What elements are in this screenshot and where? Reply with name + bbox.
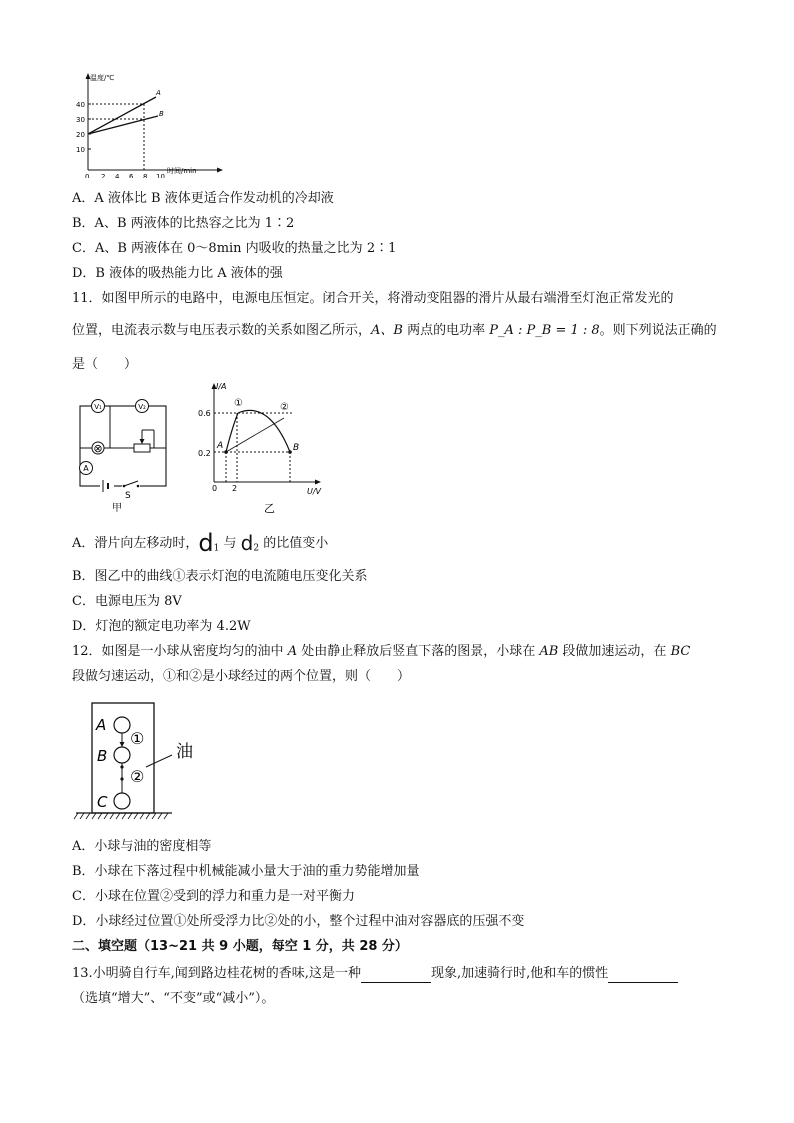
q11-option-symbol: d: [240, 531, 254, 555]
q10-graph-x-axis-label: 时间/min: [167, 167, 197, 175]
q10-graph-y-tick: 20: [76, 131, 85, 139]
q12-option-c: C．小球在位置②受到的浮力和重力是一对平衡力: [72, 889, 355, 904]
q12-segment: BC: [670, 644, 691, 659]
q13-text: 13.小明骑自行车,闻到路边桂花树的香味,这是一种: [72, 966, 361, 981]
q11-ammeter: A: [83, 464, 89, 473]
q11-curve-2: [238, 410, 290, 452]
q11-stem-line-1: 11．如图甲所示的电路中，电源电压恒定。闭合开关，将滑动变阻器的滑片从最右端滑至灯泡正常发光的: [72, 291, 674, 306]
q10-line-a: [88, 97, 156, 134]
q12-stem-text: 12．如图是一小球从密度均匀的油中: [72, 644, 288, 659]
q11-graph-x-axis-label: U/V: [307, 487, 322, 496]
q11-option-text: 与: [219, 536, 241, 551]
q11-stem-line-2: [72, 322, 717, 340]
q13-text: 现象,加速骑行时,他和车的惯性: [430, 966, 609, 981]
q10-label-a: A: [156, 89, 161, 97]
q10-temperature-graph: [70, 70, 230, 178]
q10-graph-y-tick: 30: [76, 116, 85, 124]
q10-option-c: C．A、B 两液体在 0～8min 内吸收的热量之比为 2∶1: [72, 241, 397, 256]
q12-option-b: B．小球在下落过程中机械能减小量大于油的重力势能增加量: [72, 864, 420, 879]
q13-blank-2[interactable]: [608, 968, 678, 983]
q11-switch-label: S: [125, 491, 131, 501]
q12-label-a: A: [96, 716, 107, 734]
q11-option-a: [72, 529, 329, 560]
q12-position-2: ②: [130, 767, 145, 786]
q11-figure-caption-jia: 甲: [112, 503, 122, 514]
q11-stem-text: 。则下列说法正确的: [599, 323, 717, 338]
q10-graph-y-tick: 40: [76, 101, 85, 109]
q11-point-b-label: B: [293, 443, 300, 453]
q11-circuit-diagram: [72, 390, 182, 514]
q11-graph-tick-2: 2: [232, 484, 238, 493]
q12-stem-line-1: [72, 643, 690, 661]
q11-point-a-label: A: [217, 441, 224, 451]
q11-stem-line-3: 是（ ）: [72, 357, 138, 372]
q11-option-text: 的比值变小: [259, 536, 329, 551]
q10-graph-y-axis-label: 温度/℃: [90, 74, 115, 82]
q10-graph-y-tick: 10: [76, 146, 85, 154]
q11-option-d: D．灯泡的额定电功率为 4.2W: [72, 619, 251, 634]
q12-option-a: A．小球与油的密度相等: [72, 839, 212, 854]
q10-graph-x-tick: 4: [115, 173, 120, 178]
q11-power-ratio-formula: P_A : P_B = 1 : 8: [489, 323, 600, 338]
q10-option-b: B．A、B 两液体的比热容之比为 1∶2: [72, 216, 295, 231]
q11-current-voltage-graph: [194, 378, 334, 518]
q10-option-d: D．B 液体的吸热能力比 A 液体的强: [72, 266, 283, 281]
q10-graph-x-tick: 2: [101, 173, 106, 178]
q11-option-subscript: 1: [213, 543, 220, 554]
q11-option-symbol: d: [198, 529, 214, 557]
q10-label-b: B: [159, 110, 164, 118]
q11-option-b: B．图乙中的曲线①表示灯泡的电流随电压变化关系: [72, 569, 368, 584]
q10-graph-x-tick: 10: [156, 173, 165, 178]
q10-line-b: [88, 116, 158, 134]
section-heading-fill-blank: 二、填空题（13~21 共 9 小题，每空 1 分，共 28 分）: [72, 939, 408, 954]
q12-stem-text: 处由静止释放后竖直下落的图景，小球在: [297, 644, 540, 659]
q11-figure-caption-yi: 乙: [264, 502, 275, 515]
q11-curve-2-label: ②: [280, 402, 289, 413]
q11-voltmeter-v2: V₂: [138, 403, 146, 411]
q11-graph-tick-06: 0.6: [198, 409, 211, 418]
q12-oil-label: 油: [176, 742, 193, 762]
q12-oil-container-figure: [72, 697, 232, 825]
q10-graph-x-tick: 8: [143, 173, 148, 178]
q12-position-1: ①: [130, 729, 145, 748]
q11-stem-text: 两点的电功率: [402, 323, 490, 338]
q11-option-text: A．滑片向左移动时，: [72, 536, 199, 551]
q12-segment: AB: [539, 644, 559, 659]
q12-label-c: C: [97, 793, 108, 811]
q12-point: A: [287, 644, 298, 659]
q13-blank-1[interactable]: [361, 968, 431, 983]
q13-line-1: [72, 965, 678, 983]
q11-stem-text: 位置，电流表示数与电压表示数的关系如图乙所示，: [72, 323, 372, 338]
q10-option-a: A．A 液体比 B 液体更适合作发动机的冷却液: [72, 191, 334, 206]
q12-label-b: B: [97, 747, 108, 765]
q11-graph-tick-0: 0: [212, 484, 218, 493]
q11-curve-1-label: ①: [234, 398, 243, 409]
q11-lamp-icon: ⊗: [93, 442, 103, 455]
q12-stem-line-2: 段做匀速运动，①和②是小球经过的两个位置，则（ ）: [72, 669, 411, 684]
q11-graph-y-axis-label: I/A: [216, 382, 227, 391]
q11-voltmeter-v1: V₁: [94, 403, 102, 411]
q11-points: A、B: [371, 323, 403, 338]
q12-stem-text: 段做加速运动，在: [558, 644, 671, 659]
q10-graph-x-tick: 6: [129, 173, 134, 178]
q11-option-subscript: 2: [253, 543, 260, 554]
q11-graph-tick-02: 0.2: [198, 449, 211, 458]
q10-graph-x-tick: 0: [85, 173, 90, 178]
q13-line-2: （选填“增大”、“不变”或“减小”）。: [72, 991, 275, 1006]
q12-option-d: D．小球经过位置①处所受浮力比②处的小，整个过程中油对容器底的压强不变: [72, 914, 525, 929]
q11-option-c: C．电源电压为 8V: [72, 594, 182, 609]
